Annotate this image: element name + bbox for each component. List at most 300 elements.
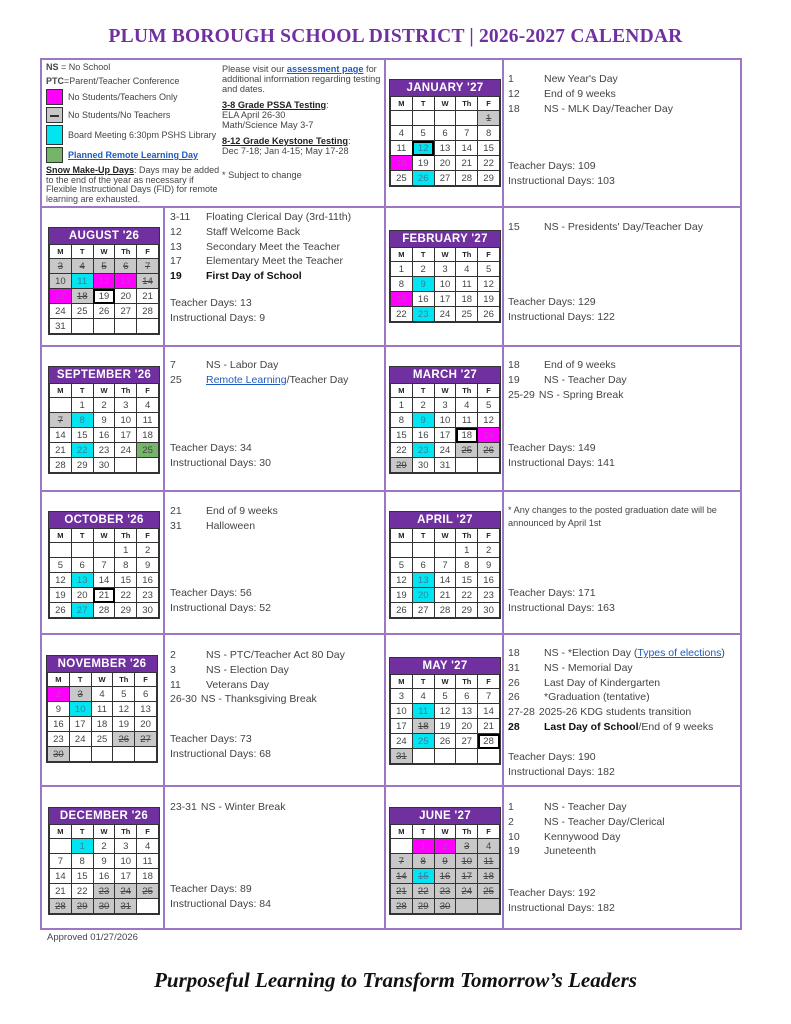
day-cell: 5 <box>391 558 413 573</box>
weekday-header: M <box>50 825 72 839</box>
legend-item-board-meeting <box>46 124 222 146</box>
weekday-header: Th <box>456 97 478 111</box>
day-cell: 2 <box>48 687 70 702</box>
event-text: NS - Winter Break <box>200 801 286 813</box>
day-cell: 27 <box>135 732 157 747</box>
day-cell: 2 <box>412 262 434 277</box>
day-cell <box>456 458 478 473</box>
event-text: End of 9 weeks <box>206 505 278 517</box>
day-cell: 17 <box>456 869 478 884</box>
events-list-oct <box>170 504 380 534</box>
motto: Purposeful Learning to Transform Tomorrow’s Leaders <box>154 968 637 992</box>
weekday-header: W <box>93 384 115 398</box>
event-date: 17 <box>170 255 182 268</box>
day-cell: 5 <box>434 689 456 704</box>
mini-calendar-may <box>389 657 501 765</box>
day-cell: 7 <box>50 413 72 428</box>
weekday-header: W <box>434 825 456 839</box>
weekday-header: T <box>71 529 93 543</box>
event-text: Last Day of School <box>544 720 639 733</box>
event-date: 12 <box>170 225 182 238</box>
day-cell: 29 <box>412 899 434 914</box>
day-cell: 20 <box>135 717 157 732</box>
day-cell: 14 <box>50 428 72 443</box>
weekday-header: W <box>434 97 456 111</box>
day-cell: 31 <box>50 319 72 334</box>
day-cell: 1 <box>71 398 93 413</box>
event-item <box>508 358 738 373</box>
day-cell: 8 <box>456 558 478 573</box>
event-item <box>170 225 380 240</box>
divider <box>42 785 740 787</box>
day-cell: 19 <box>478 292 500 307</box>
day-cell: 24 <box>391 734 413 749</box>
teacher-days: Teacher Days: 34 <box>170 442 252 454</box>
day-cell: 10 <box>50 274 72 289</box>
assessment-note: Please visit our assessment page for additional information regarding testing and dates. 3-8 Grade PSSA Testing: ELA April 26-30 Math/Science May 3-7 8-12 Grade Keystone Testing: Dec 7-18; Jan 4-15; May 17-28 * Subject to change <box>222 64 381 180</box>
weekday-header: F <box>137 529 159 543</box>
event-text: End of 9 weeks <box>544 359 616 371</box>
assessment-page-link[interactable]: assessment page <box>286 64 364 74</box>
day-counts-nov <box>170 732 271 762</box>
event-item <box>508 87 738 102</box>
day-cell <box>50 398 72 413</box>
weekday-header: W <box>434 248 456 262</box>
event-item <box>508 800 738 815</box>
day-cell: 13 <box>412 573 434 588</box>
day-cell <box>50 839 72 854</box>
day-cell: 24 <box>115 443 137 458</box>
keystone-dates: Dec 7-18; Jan 4-15; May 17-28 <box>222 146 349 156</box>
day-cell: 12 <box>50 573 72 588</box>
day-cell: 16 <box>93 869 115 884</box>
weekday-header: W <box>434 529 456 543</box>
instructional-days: Instructional Days: 30 <box>170 457 271 469</box>
day-cell: 7 <box>93 558 115 573</box>
day-cell <box>478 749 500 764</box>
weekday-header: W <box>434 384 456 398</box>
day-cell: 8 <box>391 277 413 292</box>
weekday-header: M <box>50 245 72 259</box>
day-cell: 18 <box>456 428 478 443</box>
event-text: NS - Presidents' Day/Teacher Day <box>544 221 703 233</box>
events-list-sep <box>170 358 380 388</box>
day-cell: 16 <box>478 573 500 588</box>
day-cell: 26 <box>391 603 413 618</box>
day-cell: 18 <box>91 717 113 732</box>
pssa-title: 3-8 Grade PSSA Testing <box>222 100 327 110</box>
day-cell: 12 <box>391 573 413 588</box>
events-list-jun <box>508 800 738 859</box>
instructional-days: Instructional Days: 9 <box>170 312 266 324</box>
day-cell: 10 <box>115 413 137 428</box>
day-cell <box>93 319 115 334</box>
day-cell: 4 <box>412 689 434 704</box>
weekday-header: M <box>391 675 413 689</box>
day-cell: 23 <box>48 732 70 747</box>
day-cell: 4 <box>478 839 500 854</box>
day-cell: 5 <box>478 398 500 413</box>
day-cell: 7 <box>137 259 159 274</box>
day-cell: 13 <box>456 704 478 719</box>
weekday-header: T <box>412 248 434 262</box>
day-cell: 28 <box>50 899 72 914</box>
day-cell <box>412 111 434 126</box>
event-text: NS - Thanksgiving Break <box>200 693 317 706</box>
event-date: 27-28 <box>508 706 535 719</box>
event-date: 3 <box>170 663 176 676</box>
pssa-math: Math/Science May 3-7 <box>222 120 314 130</box>
day-cell: 17 <box>50 289 72 304</box>
day-cell: 29 <box>391 458 413 473</box>
divider <box>42 345 740 347</box>
event-item <box>170 692 380 707</box>
day-cell <box>434 543 456 558</box>
divider <box>502 60 504 928</box>
event-item <box>508 676 738 691</box>
day-cell: 28 <box>478 734 500 749</box>
day-cell: 16 <box>137 573 159 588</box>
keystone-title: 8-12 Grade Keystone Testing <box>222 136 348 146</box>
day-cell: 12 <box>434 704 456 719</box>
day-cell: 25 <box>71 304 93 319</box>
day-cell: 21 <box>50 443 72 458</box>
day-cell: 22 <box>391 307 413 322</box>
weekday-header: Th <box>113 673 135 687</box>
day-cell: 11 <box>391 141 413 156</box>
day-cell: 23 <box>93 884 115 899</box>
weekday-header: T <box>71 825 93 839</box>
day-cell: 21 <box>456 156 478 171</box>
day-cell: 22 <box>456 588 478 603</box>
mini-calendar-feb <box>389 230 501 323</box>
mini-calendar-oct <box>48 511 160 619</box>
day-cell: 22 <box>412 884 434 899</box>
day-cell: 30 <box>93 899 115 914</box>
day-cell: 11 <box>71 274 93 289</box>
event-item <box>508 102 738 117</box>
day-cell: 4 <box>137 398 159 413</box>
day-cell: 14 <box>434 573 456 588</box>
day-cell: 30 <box>48 747 70 762</box>
divider <box>163 206 165 930</box>
event-item <box>170 358 380 373</box>
day-cell: 10 <box>434 413 456 428</box>
weekday-header: W <box>93 825 115 839</box>
day-cell: 7 <box>456 126 478 141</box>
event-item <box>508 646 738 661</box>
event-item <box>508 220 738 235</box>
note-text: Please visit our <box>222 64 287 74</box>
events-list-feb <box>508 220 738 235</box>
event-text: Juneteenth <box>544 845 596 858</box>
event-date: 26-30 <box>170 693 197 706</box>
event-item <box>170 678 380 693</box>
day-cell: 25 <box>456 443 478 458</box>
day-cell <box>115 458 137 473</box>
day-counts-feb <box>508 295 615 325</box>
cyan-swatch-icon <box>46 125 63 145</box>
event-text: End of 9 weeks <box>544 87 616 100</box>
weekday-header: T <box>412 825 434 839</box>
event-date: 31 <box>508 661 520 674</box>
divider <box>42 206 740 208</box>
day-cell: 3 <box>456 839 478 854</box>
event-text: NS - Spring Break <box>538 388 624 401</box>
instructional-days: Instructional Days: 84 <box>170 898 271 910</box>
day-counts-oct <box>170 586 271 616</box>
weekday-header: M <box>391 529 413 543</box>
snow-title: Snow Make-Up Days <box>46 165 135 175</box>
day-cell: 7 <box>391 854 413 869</box>
event-item <box>508 72 738 87</box>
day-cell: 19 <box>113 717 135 732</box>
event-text: NS - *Election Day ( <box>544 647 638 659</box>
day-cell: 1 <box>391 262 413 277</box>
types-of-elections-link[interactable]: Types of elections <box>637 647 722 659</box>
day-cell: 4 <box>137 839 159 854</box>
weekday-header: F <box>478 675 500 689</box>
day-cell: 4 <box>456 398 478 413</box>
month-title: JANUARY '27 <box>390 80 500 96</box>
day-cell: 13 <box>115 274 137 289</box>
day-cell: 10 <box>391 704 413 719</box>
teacher-days: Teacher Days: 149 <box>508 442 596 454</box>
weekday-header: F <box>137 825 159 839</box>
events-list-apr <box>508 504 738 530</box>
magenta-swatch-icon <box>46 89 63 105</box>
instructional-days: Instructional Days: 163 <box>508 602 615 614</box>
month-title: AUGUST '26 <box>49 228 159 244</box>
legend-ptc-def: =Parent/Teacher Conference <box>64 76 180 86</box>
day-cell: 17 <box>115 428 137 443</box>
day-cell: 21 <box>93 588 115 603</box>
month-title: MARCH '27 <box>390 367 500 383</box>
teacher-days: Teacher Days: 56 <box>170 587 252 599</box>
day-cell: 31 <box>434 458 456 473</box>
day-cell: 19 <box>412 156 434 171</box>
day-cell: 13 <box>434 141 456 156</box>
event-text: NS - Teacher Day <box>544 801 627 813</box>
day-counts-aug <box>170 296 265 326</box>
weekday-header: Th <box>456 675 478 689</box>
day-cell: 4 <box>71 259 93 274</box>
day-cell <box>412 543 434 558</box>
day-cell: 6 <box>71 558 93 573</box>
day-cell: 5 <box>93 259 115 274</box>
day-cell <box>93 543 115 558</box>
day-cell: 15 <box>391 428 413 443</box>
day-cell: 30 <box>412 458 434 473</box>
day-cell: 9 <box>137 558 159 573</box>
event-text: NS - Election Day <box>206 663 289 676</box>
day-cell: 25 <box>137 443 159 458</box>
day-cell: 16 <box>412 428 434 443</box>
day-cell: 7 <box>50 854 72 869</box>
event-date: 15 <box>508 221 520 233</box>
day-cell: 27 <box>115 304 137 319</box>
legend <box>46 60 222 204</box>
weekday-header: Th <box>115 384 137 398</box>
legend-item-teachers-only <box>46 88 222 106</box>
day-cell <box>478 899 500 914</box>
mini-calendar-apr <box>389 511 501 619</box>
instructional-days: Instructional Days: 52 <box>170 602 271 614</box>
day-cell: 2 <box>137 543 159 558</box>
day-cell: 3 <box>434 398 456 413</box>
weekday-header: F <box>478 384 500 398</box>
day-cell: 28 <box>456 171 478 186</box>
month-title: OCTOBER '26 <box>49 512 159 528</box>
day-counts-sep <box>170 441 271 471</box>
day-cell: 11 <box>478 854 500 869</box>
day-cell: 21 <box>434 588 456 603</box>
day-cell: 15 <box>391 292 413 307</box>
pssa-ela: ELA April 26-30 <box>222 110 286 120</box>
day-cell: 15 <box>71 869 93 884</box>
event-text: 2025-26 KDG students transition <box>538 706 692 719</box>
day-cell: 5 <box>412 126 434 141</box>
remote-learning-link[interactable]: Planned Remote Learning Day <box>68 150 199 160</box>
event-date: 18 <box>508 102 520 115</box>
instructional-days: Instructional Days: 141 <box>508 457 615 469</box>
day-cell: 12 <box>478 277 500 292</box>
event-item <box>170 648 380 663</box>
event-date: 31 <box>170 519 182 532</box>
event-item <box>508 388 738 403</box>
event-item <box>170 373 380 388</box>
day-cell: 12 <box>113 702 135 717</box>
day-cell: 22 <box>71 884 93 899</box>
event-item <box>170 210 380 225</box>
snow-text: : Days may be added to the end of the year as necessary if Flexible Instructional Days (FID) for remote learning are exhausted. <box>46 165 220 204</box>
day-cell: 21 <box>478 719 500 734</box>
day-cell <box>391 543 413 558</box>
day-cell <box>456 899 478 914</box>
approved-date: Approved 01/27/2026 <box>47 932 138 943</box>
page-title: PLUM BOROUGH SCHOOL DISTRICT | 2026-2027 CALENDAR <box>108 26 683 47</box>
teacher-days: Teacher Days: 190 <box>508 751 596 763</box>
day-counts-jan <box>508 159 615 189</box>
day-cell <box>135 747 157 762</box>
weekday-header: M <box>391 384 413 398</box>
day-cell: 3 <box>391 689 413 704</box>
weekday-header: W <box>434 675 456 689</box>
weekday-header: T <box>412 384 434 398</box>
day-cell: 23 <box>478 588 500 603</box>
event-item <box>170 240 380 255</box>
day-cell: 4 <box>456 262 478 277</box>
mini-calendar-dec <box>48 807 160 915</box>
instructional-days: Instructional Days: 68 <box>170 748 271 760</box>
day-cell: 15 <box>478 141 500 156</box>
day-cell <box>456 749 478 764</box>
event-date: 12 <box>508 87 520 100</box>
day-cell: 27 <box>434 171 456 186</box>
day-cell: 26 <box>434 734 456 749</box>
event-item <box>508 373 738 388</box>
weekday-header: M <box>391 248 413 262</box>
day-cell: 14 <box>456 141 478 156</box>
day-cell: 19 <box>434 719 456 734</box>
day-cell: 26 <box>50 603 72 618</box>
day-cell: 9 <box>48 702 70 717</box>
day-cell: 15 <box>71 428 93 443</box>
remote-learning-link[interactable]: Remote Learning <box>206 373 287 386</box>
event-date: 3-11 <box>170 211 191 223</box>
event-text: /Teacher Day <box>286 373 349 386</box>
day-cell: 25 <box>478 884 500 899</box>
day-cell: 14 <box>391 869 413 884</box>
mini-calendar-mar <box>389 366 501 474</box>
day-cell: 3 <box>115 839 137 854</box>
day-cell: 20 <box>434 156 456 171</box>
event-date: 19 <box>508 845 520 858</box>
day-cell: 3 <box>434 262 456 277</box>
event-date: 19 <box>508 373 520 386</box>
event-text: Veterans Day <box>206 678 270 691</box>
day-cell: 25 <box>412 734 434 749</box>
weekday-header: F <box>478 97 500 111</box>
day-cell: 24 <box>115 884 137 899</box>
event-item <box>170 663 380 678</box>
day-cell: 3 <box>115 398 137 413</box>
event-item <box>508 705 738 720</box>
day-cell: 1 <box>456 543 478 558</box>
day-counts-mar <box>508 441 615 471</box>
event-date: 25-29 <box>508 388 535 401</box>
weekday-header: F <box>478 529 500 543</box>
event-item <box>508 844 738 859</box>
day-cell: 8 <box>478 126 500 141</box>
day-cell: 7 <box>434 558 456 573</box>
day-cell: 24 <box>50 304 72 319</box>
calendar-grid <box>40 58 742 930</box>
legend-ptc-abbr: PTC <box>46 76 64 86</box>
event-date: 11 <box>170 678 181 691</box>
divider <box>42 633 740 635</box>
day-cell: 30 <box>478 603 500 618</box>
event-item <box>508 690 738 705</box>
day-cell: 27 <box>456 734 478 749</box>
weekday-header: F <box>137 384 159 398</box>
weekday-header: M <box>391 97 413 111</box>
day-cell: 28 <box>93 603 115 618</box>
teacher-days: Teacher Days: 89 <box>170 883 252 895</box>
day-cell: 31 <box>115 899 137 914</box>
weekday-header: T <box>71 384 93 398</box>
day-counts-may <box>508 750 615 780</box>
event-text: Elementary Meet the Teacher <box>206 255 343 268</box>
day-cell: 24 <box>69 732 91 747</box>
teacher-days: Teacher Days: 13 <box>170 297 252 309</box>
day-cell: 29 <box>115 603 137 618</box>
teacher-days: Teacher Days: 73 <box>170 733 252 745</box>
teacher-days: Teacher Days: 171 <box>508 587 596 599</box>
day-cell: 29 <box>456 603 478 618</box>
day-cell: 1 <box>391 398 413 413</box>
mini-calendar-sep <box>48 366 160 474</box>
weekday-header: W <box>91 673 113 687</box>
day-cell <box>69 747 91 762</box>
day-cell: 18 <box>137 869 159 884</box>
day-cell <box>137 458 159 473</box>
day-cell <box>391 111 413 126</box>
event-text: Last Day of Kindergarten <box>544 676 661 689</box>
event-date: 1 <box>508 801 514 813</box>
event-text: Secondary Meet the Teacher <box>206 240 341 253</box>
event-text: Halloween <box>206 519 256 532</box>
